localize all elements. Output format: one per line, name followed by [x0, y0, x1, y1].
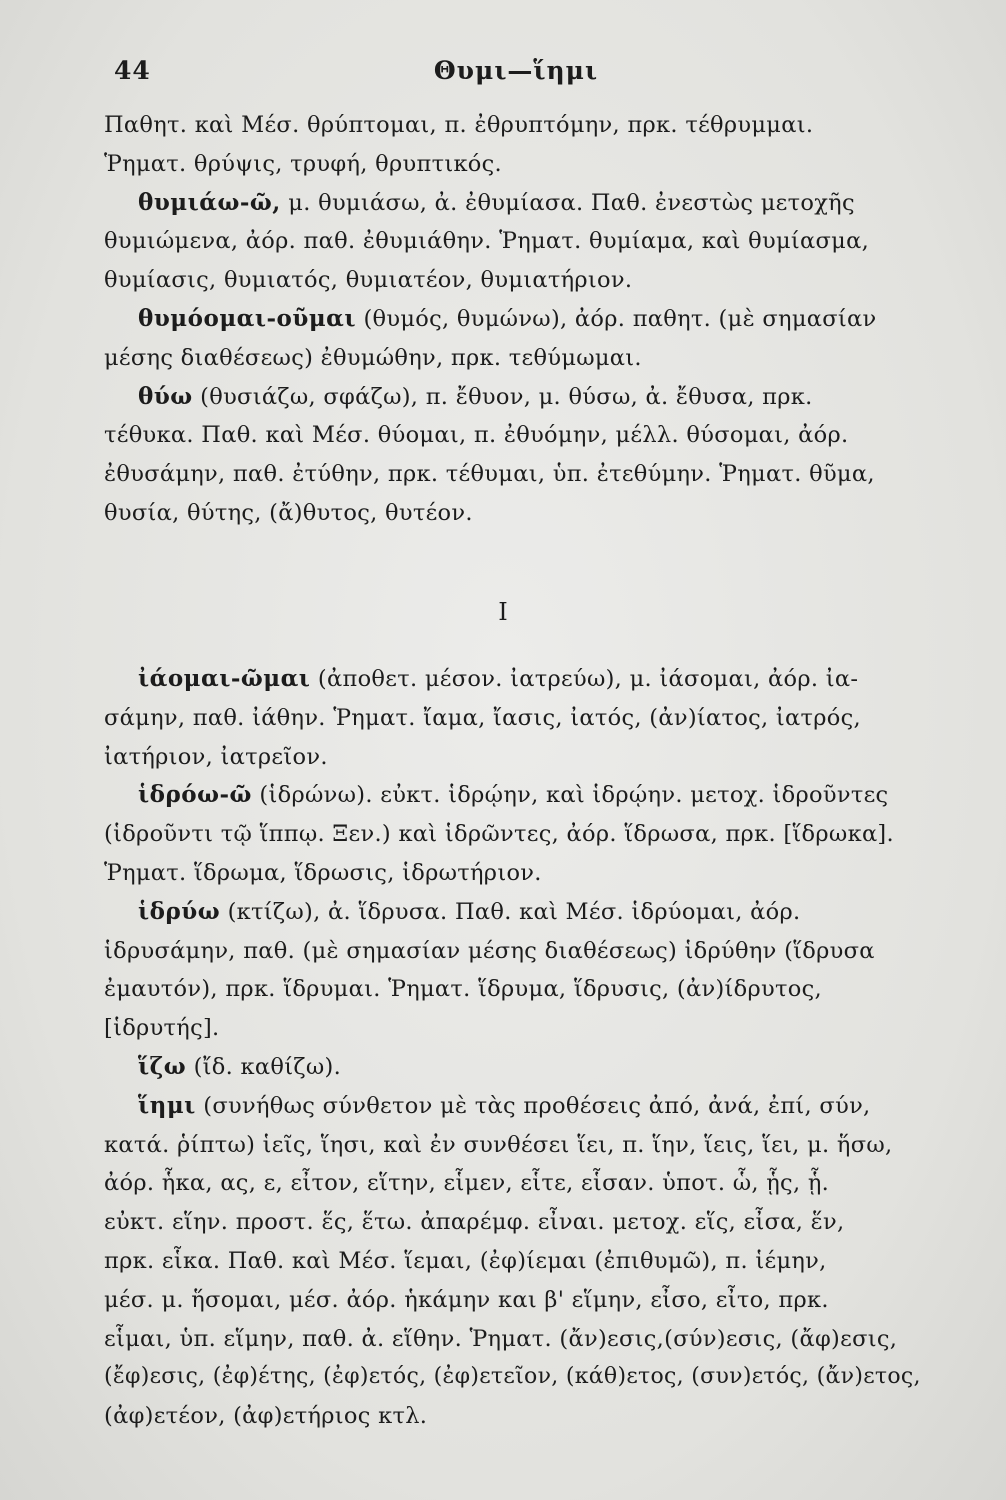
entry-text: Ῥηματ. θρύψις, τρυφή, θρυπτικός. [104, 150, 503, 177]
text-line [104, 378, 934, 417]
entries-block-iota [104, 660, 934, 1436]
text-line [104, 854, 934, 893]
headword: ἵζω [138, 1052, 187, 1080]
entry-text: ἀόρ. ἧκα, ας, ε, εἶτον, εἵτην, εἷμεν, εἷτε, εἷσαν. ὑποτ. ὧ, ᾗς, ᾗ. [104, 1170, 830, 1197]
entry-text: (ἱδροῦντι τῷ ἵππῳ. Ξεν.) καὶ ἱδρῶντες, ἀόρ. ἵδρωσα, πρκ. [ἵδρωκα]. [104, 821, 894, 848]
entry-text: θυμίασις, θυμιατός, θυμιατέον, θυμιατήριον. [104, 267, 633, 294]
entry-text: θυσία, θύτης, (ἄ)θυτος, θυτέον. [104, 499, 473, 526]
headword: ἰάομαι-ῶμαι [138, 665, 311, 692]
entry-text: τέθυκα. Παθ. καὶ Μέσ. θύομαι, π. ἐθυόμην, μέλλ. θύσομαι, ἀόρ. [104, 422, 849, 449]
entry-text: θυμιώμενα, ἀόρ. παθ. ἐθυμιάθην. Ῥηματ. θυμίαμα, καὶ θυμίασμα, [104, 228, 870, 255]
text-line [104, 1203, 934, 1242]
text-line [104, 1087, 934, 1126]
headword: θυμιάω-ῶ, [138, 188, 281, 216]
entry-text: Παθητ. καὶ Μέσ. θρύπτομαι, π. ἐθρυπτόμην, πρκ. τέθρυμμαι. [104, 112, 814, 138]
entry-text: (θυσιάζω, σφάζω), π. ἔθυον, μ. θύσω, ἀ. ἔθυσα, πρκ. [192, 383, 813, 410]
page-number: 44 [114, 56, 151, 85]
entry-text: (ἀποθετ. μέσον. ἰατρεύω), μ. ἰάσομαι, ἀόρ. ἰα- [310, 666, 859, 692]
entry-text: ἰατήριον, ἰατρεῖον. [104, 743, 328, 770]
text-line [104, 184, 934, 223]
text-line [104, 660, 934, 699]
text-line [104, 222, 934, 261]
text-line [104, 494, 934, 533]
entry-text: εἷμαι, ὑπ. εἵμην, παθ. ἀ. εἵθην. Ῥηματ. (ἄν)εσις,(σύν)εσις, (ἄφ)εσις, [104, 1325, 898, 1352]
entry-text: ἐθυσάμην, παθ. ἐτύθην, πρκ. τέθυμαι, ὑπ. ἐτεθύμην. Ῥηματ. θῦμα, [104, 461, 875, 488]
text-line [104, 1320, 934, 1359]
text-line [104, 339, 934, 378]
entry-text: Ῥηματ. ἵδρωμα, ἵδρωσις, ἱδρωτήριον. [104, 859, 542, 886]
entry-text: (ἱδρώνω). εὐκτ. ἱδρῴην, καὶ ἱδρῴην. μετοχ. ἱδροῦντες [251, 782, 889, 809]
text-line [104, 1126, 934, 1165]
text-line [104, 893, 934, 932]
page-header [106, 52, 926, 92]
text-line [104, 776, 934, 815]
headword: θύω [138, 382, 193, 410]
entry-text: μέσης διαθέσεως) ἐθυμώθην, πρκ. τεθύμωμαι. [104, 344, 642, 371]
text-line [104, 106, 934, 145]
entries-block-theta [104, 106, 934, 533]
text-line [104, 1358, 934, 1397]
entry-text: ἐμαυτόν), πρκ. ἵδρυμαι. Ῥηματ. ἵδρυμα, ἵδρυσις, (ἀν)ίδρυτος, [104, 976, 822, 1003]
entry-text: μ. θυμιάσω, ἀ. ἐθυμίασα. Παθ. ἐνεστὼς μετοχῆς [280, 189, 855, 216]
entry-text: (ἀφ)ετέον, (ἀφ)ετήριος κτλ. [104, 1403, 428, 1430]
entry-text: (κτίζω), ἀ. ἵδρυσα. Παθ. καὶ Μέσ. ἱδρύομαι, ἀόρ. [220, 898, 801, 925]
text-line [104, 932, 934, 971]
text-line [104, 416, 934, 455]
entry-text: [ἱδρυτής]. [104, 1015, 220, 1042]
entry-text: πρκ. εἷκα. Παθ. καὶ Μέσ. ἵεμαι, (ἐφ)ίεμαι (ἐπιθυμῶ), π. ἱέμην, [104, 1247, 827, 1274]
text-line [104, 815, 934, 854]
text-line [104, 1009, 934, 1048]
entry-text: (θυμός, θυμώνω), ἀόρ. παθητ. (μὲ σημασίαν [356, 305, 877, 332]
text-line [104, 699, 934, 738]
entry-text: ἱδρυσάμην, παθ. (μὲ σημασίαν μέσης διαθέσεως) ἱδρύθην (ἵδρυσα [104, 937, 875, 964]
entry-text: (ἴδ. καθίζω). [186, 1053, 342, 1080]
text-line [104, 455, 934, 494]
entry-text: σάμην, παθ. ἰάθην. Ῥηματ. ἴαμα, ἴασις, ἰατός, (ἀν)ίατος, ἰατρός, [104, 704, 862, 731]
text-line [104, 738, 934, 777]
headword: ἱδρύω [138, 897, 221, 925]
text-line [104, 1164, 934, 1203]
entry-text: εὐκτ. εἵην. προστ. ἕς, ἕτω. ἀπαρέμφ. εἶναι. μετοχ. εἵς, εἶσα, ἕν, [104, 1209, 845, 1236]
section-letter: Ι [498, 598, 508, 626]
text-line [104, 1281, 934, 1320]
running-title: Θυμι—ἵημι [433, 56, 599, 85]
text-line [104, 261, 934, 300]
entry-text: (ἔφ)εσις, (ἐφ)έτης, (ἐφ)ετός, (ἐφ)ετεῖον, (κάθ)ετος, (συν)ετός, (ἄν)ετος, [104, 1364, 921, 1390]
text-line [104, 970, 934, 1009]
text-line [104, 145, 934, 184]
headword: ἱδρόω-ῶ [138, 781, 252, 809]
headword: θυμόομαι-οῦμαι [138, 304, 356, 332]
text-line [104, 1397, 934, 1436]
entry-text: κατά. ῥίπτω) ἱεῖς, ἵησι, καὶ ἐν συνθέσει ἵει, π. ἵην, ἵεις, ἵει, μ. ἥσω, [104, 1131, 893, 1158]
entry-text: (συνήθως σύνθετον μὲ τὰς προθέσεις ἀπό, ἀνά, ἐπί, σύν, [195, 1092, 871, 1119]
text-line [104, 1048, 934, 1087]
entry-text: μέσ. μ. ἥσομαι, μέσ. ἀόρ. ἡκάμην και β' εἵμην, εἶσο, εἶτο, πρκ. [104, 1286, 829, 1313]
headword: ἵημι [138, 1091, 196, 1119]
text-line [104, 300, 934, 339]
text-line [104, 1242, 934, 1281]
